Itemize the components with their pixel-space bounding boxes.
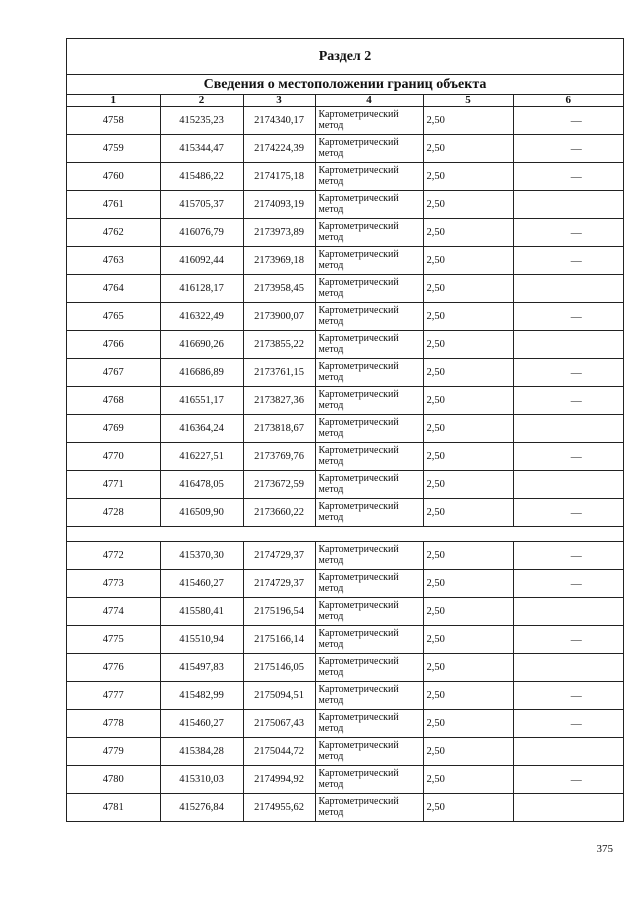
point-number-cell: 4771 [67, 471, 160, 499]
y-coordinate-cell: 2174955,62 [243, 794, 315, 822]
precision-cell: 2,50 [423, 654, 513, 682]
y-coordinate-cell: 2175196,54 [243, 598, 315, 626]
point-number-cell: 4775 [67, 626, 160, 654]
description-cell [513, 471, 623, 499]
header-col-6: 6 [513, 95, 623, 107]
precision-cell: 2,50 [423, 738, 513, 766]
precision-cell: 2,50 [423, 247, 513, 275]
point-number-cell: 4767 [67, 359, 160, 387]
precision-cell: 2,50 [423, 542, 513, 570]
method-cell: Картометрический метод [315, 331, 423, 359]
method-cell: Картометрический метод [315, 303, 423, 331]
precision-cell: 2,50 [423, 682, 513, 710]
precision-cell: 2,50 [423, 135, 513, 163]
method-cell: Картометрический метод [315, 135, 423, 163]
group-separator-cell [67, 527, 623, 542]
method-cell: Картометрический метод [315, 163, 423, 191]
method-cell: Картометрический метод [315, 415, 423, 443]
point-number-cell: 4780 [67, 766, 160, 794]
header-col-2: 2 [160, 95, 243, 107]
description-dash: — [570, 394, 582, 407]
method-cell: Картометрический метод [315, 499, 423, 527]
method-cell: Картометрический метод [315, 738, 423, 766]
x-coordinate-cell: 416690,26 [160, 331, 243, 359]
table-row [67, 331, 623, 359]
precision-cell: 2,50 [423, 710, 513, 738]
x-coordinate-cell: 416686,89 [160, 359, 243, 387]
table-row [67, 570, 623, 598]
description-cell [513, 542, 623, 570]
point-number-cell: 4763 [67, 247, 160, 275]
y-coordinate-cell: 2173818,67 [243, 415, 315, 443]
table-body [67, 107, 623, 822]
point-number-cell: 4758 [67, 107, 160, 135]
table-row [67, 107, 623, 135]
method-cell: Картометрический метод [315, 794, 423, 822]
precision-cell: 2,50 [423, 275, 513, 303]
y-coordinate-cell: 2174729,37 [243, 542, 315, 570]
description-cell [513, 219, 623, 247]
precision-cell: 2,50 [423, 415, 513, 443]
x-coordinate-cell: 416478,05 [160, 471, 243, 499]
point-number-cell: 4764 [67, 275, 160, 303]
x-coordinate-cell: 415384,28 [160, 738, 243, 766]
description-dash: — [570, 310, 582, 323]
y-coordinate-cell: 2173969,18 [243, 247, 315, 275]
point-number-cell: 4765 [67, 303, 160, 331]
description-cell [513, 331, 623, 359]
point-number-cell: 4776 [67, 654, 160, 682]
section-subtitle: Сведения о местоположении границ объекта [67, 75, 623, 95]
description-cell [513, 654, 623, 682]
y-coordinate-cell: 2174729,37 [243, 570, 315, 598]
method-cell: Картометрический метод [315, 570, 423, 598]
precision-cell: 2,50 [423, 387, 513, 415]
header-col-1: 1 [67, 95, 160, 107]
description-dash: — [570, 773, 582, 786]
description-cell [513, 682, 623, 710]
table-row [67, 682, 623, 710]
boundary-points-table [67, 95, 623, 822]
description-dash: — [570, 142, 582, 155]
x-coordinate-cell: 415497,83 [160, 654, 243, 682]
point-number-cell: 4769 [67, 415, 160, 443]
table-row [67, 387, 623, 415]
method-cell: Картометрический метод [315, 443, 423, 471]
x-coordinate-cell: 415370,30 [160, 542, 243, 570]
point-number-cell: 4779 [67, 738, 160, 766]
description-dash: — [570, 506, 582, 519]
description-cell [513, 626, 623, 654]
table-row [67, 163, 623, 191]
x-coordinate-cell: 415310,03 [160, 766, 243, 794]
description-cell [513, 598, 623, 626]
x-coordinate-cell: 416076,79 [160, 219, 243, 247]
y-coordinate-cell: 2173900,07 [243, 303, 315, 331]
description-cell [513, 275, 623, 303]
description-cell [513, 499, 623, 527]
point-number-cell: 4781 [67, 794, 160, 822]
header-col-4: 4 [315, 95, 423, 107]
table-row [67, 598, 623, 626]
header-col-5: 5 [423, 95, 513, 107]
table-row [67, 303, 623, 331]
x-coordinate-cell: 416128,17 [160, 275, 243, 303]
y-coordinate-cell: 2175094,51 [243, 682, 315, 710]
description-cell [513, 135, 623, 163]
precision-cell: 2,50 [423, 626, 513, 654]
x-coordinate-cell: 416364,24 [160, 415, 243, 443]
precision-cell: 2,50 [423, 359, 513, 387]
table-row [67, 471, 623, 499]
description-cell [513, 570, 623, 598]
x-coordinate-cell: 416227,51 [160, 443, 243, 471]
description-dash: — [570, 549, 582, 562]
y-coordinate-cell: 2175146,05 [243, 654, 315, 682]
point-number-cell: 4770 [67, 443, 160, 471]
precision-cell: 2,50 [423, 499, 513, 527]
description-cell [513, 738, 623, 766]
description-cell [513, 710, 623, 738]
x-coordinate-cell: 415705,37 [160, 191, 243, 219]
method-cell: Картометрический метод [315, 654, 423, 682]
precision-cell: 2,50 [423, 471, 513, 499]
x-coordinate-cell: 415276,84 [160, 794, 243, 822]
x-coordinate-cell: 415235,23 [160, 107, 243, 135]
section-title: Раздел 2 [67, 39, 623, 75]
y-coordinate-cell: 2175166,14 [243, 626, 315, 654]
y-coordinate-cell: 2173855,22 [243, 331, 315, 359]
point-number-cell: 4774 [67, 598, 160, 626]
table-row [67, 542, 623, 570]
description-cell [513, 163, 623, 191]
description-dash: — [570, 633, 582, 646]
description-dash: — [570, 114, 582, 127]
header-col-3: 3 [243, 95, 315, 107]
precision-cell: 2,50 [423, 443, 513, 471]
y-coordinate-cell: 2174175,18 [243, 163, 315, 191]
point-number-cell: 4772 [67, 542, 160, 570]
description-cell [513, 387, 623, 415]
table-row [67, 443, 623, 471]
precision-cell: 2,50 [423, 219, 513, 247]
table-row [67, 626, 623, 654]
x-coordinate-cell: 415482,99 [160, 682, 243, 710]
description-cell [513, 443, 623, 471]
method-cell: Картометрический метод [315, 191, 423, 219]
precision-cell: 2,50 [423, 107, 513, 135]
description-cell [513, 766, 623, 794]
point-number-cell: 4759 [67, 135, 160, 163]
description-dash: — [570, 226, 582, 239]
document-table-frame [66, 38, 624, 822]
group-separator-row [67, 527, 623, 542]
precision-cell: 2,50 [423, 570, 513, 598]
method-cell: Картометрический метод [315, 682, 423, 710]
point-number-cell: 4778 [67, 710, 160, 738]
point-number-cell: 4761 [67, 191, 160, 219]
y-coordinate-cell: 2173958,45 [243, 275, 315, 303]
method-cell: Картометрический метод [315, 359, 423, 387]
description-dash: — [570, 577, 582, 590]
description-cell [513, 303, 623, 331]
y-coordinate-cell: 2173660,22 [243, 499, 315, 527]
y-coordinate-cell: 2174340,17 [243, 107, 315, 135]
method-cell: Картометрический метод [315, 626, 423, 654]
x-coordinate-cell: 415486,22 [160, 163, 243, 191]
description-cell [513, 415, 623, 443]
table-row [67, 247, 623, 275]
table-row [67, 794, 623, 822]
description-dash: — [570, 170, 582, 183]
precision-cell: 2,50 [423, 331, 513, 359]
x-coordinate-cell: 415510,94 [160, 626, 243, 654]
method-cell: Картометрический метод [315, 107, 423, 135]
x-coordinate-cell: 415460,27 [160, 570, 243, 598]
table-row [67, 415, 623, 443]
method-cell: Картометрический метод [315, 598, 423, 626]
y-coordinate-cell: 2173761,15 [243, 359, 315, 387]
method-cell: Картометрический метод [315, 387, 423, 415]
point-number-cell: 4766 [67, 331, 160, 359]
x-coordinate-cell: 415580,41 [160, 598, 243, 626]
precision-cell: 2,50 [423, 191, 513, 219]
table-row [67, 359, 623, 387]
precision-cell: 2,50 [423, 766, 513, 794]
table-row [67, 275, 623, 303]
point-number-cell: 4777 [67, 682, 160, 710]
y-coordinate-cell: 2173672,59 [243, 471, 315, 499]
point-number-cell: 4773 [67, 570, 160, 598]
page-number: 375 [596, 843, 613, 855]
description-dash: — [570, 717, 582, 730]
x-coordinate-cell: 416509,90 [160, 499, 243, 527]
description-cell [513, 247, 623, 275]
description-cell [513, 359, 623, 387]
method-cell: Картометрический метод [315, 247, 423, 275]
point-number-cell: 4728 [67, 499, 160, 527]
point-number-cell: 4768 [67, 387, 160, 415]
description-dash: — [570, 689, 582, 702]
table-row [67, 654, 623, 682]
x-coordinate-cell: 416092,44 [160, 247, 243, 275]
method-cell: Картометрический метод [315, 542, 423, 570]
point-number-cell: 4760 [67, 163, 160, 191]
method-cell: Картометрический метод [315, 471, 423, 499]
y-coordinate-cell: 2174994,92 [243, 766, 315, 794]
point-number-cell: 4762 [67, 219, 160, 247]
y-coordinate-cell: 2175067,43 [243, 710, 315, 738]
x-coordinate-cell: 416322,49 [160, 303, 243, 331]
description-cell [513, 191, 623, 219]
precision-cell: 2,50 [423, 303, 513, 331]
x-coordinate-cell: 415460,27 [160, 710, 243, 738]
y-coordinate-cell: 2173769,76 [243, 443, 315, 471]
x-coordinate-cell: 415344,47 [160, 135, 243, 163]
precision-cell: 2,50 [423, 163, 513, 191]
precision-cell: 2,50 [423, 794, 513, 822]
table-row [67, 738, 623, 766]
y-coordinate-cell: 2173827,36 [243, 387, 315, 415]
description-cell [513, 107, 623, 135]
method-cell: Картометрический метод [315, 766, 423, 794]
y-coordinate-cell: 2175044,72 [243, 738, 315, 766]
table-row [67, 135, 623, 163]
description-dash: — [570, 366, 582, 379]
description-dash: — [570, 450, 582, 463]
x-coordinate-cell: 416551,17 [160, 387, 243, 415]
method-cell: Картометрический метод [315, 710, 423, 738]
table-row [67, 766, 623, 794]
table-header-row [67, 95, 623, 107]
table-row [67, 191, 623, 219]
method-cell: Картометрический метод [315, 219, 423, 247]
y-coordinate-cell: 2173973,89 [243, 219, 315, 247]
y-coordinate-cell: 2174093,19 [243, 191, 315, 219]
description-cell [513, 794, 623, 822]
method-cell: Картометрический метод [315, 275, 423, 303]
table-row [67, 219, 623, 247]
y-coordinate-cell: 2174224,39 [243, 135, 315, 163]
table-row [67, 710, 623, 738]
description-dash: — [570, 254, 582, 267]
precision-cell: 2,50 [423, 598, 513, 626]
table-row [67, 499, 623, 527]
